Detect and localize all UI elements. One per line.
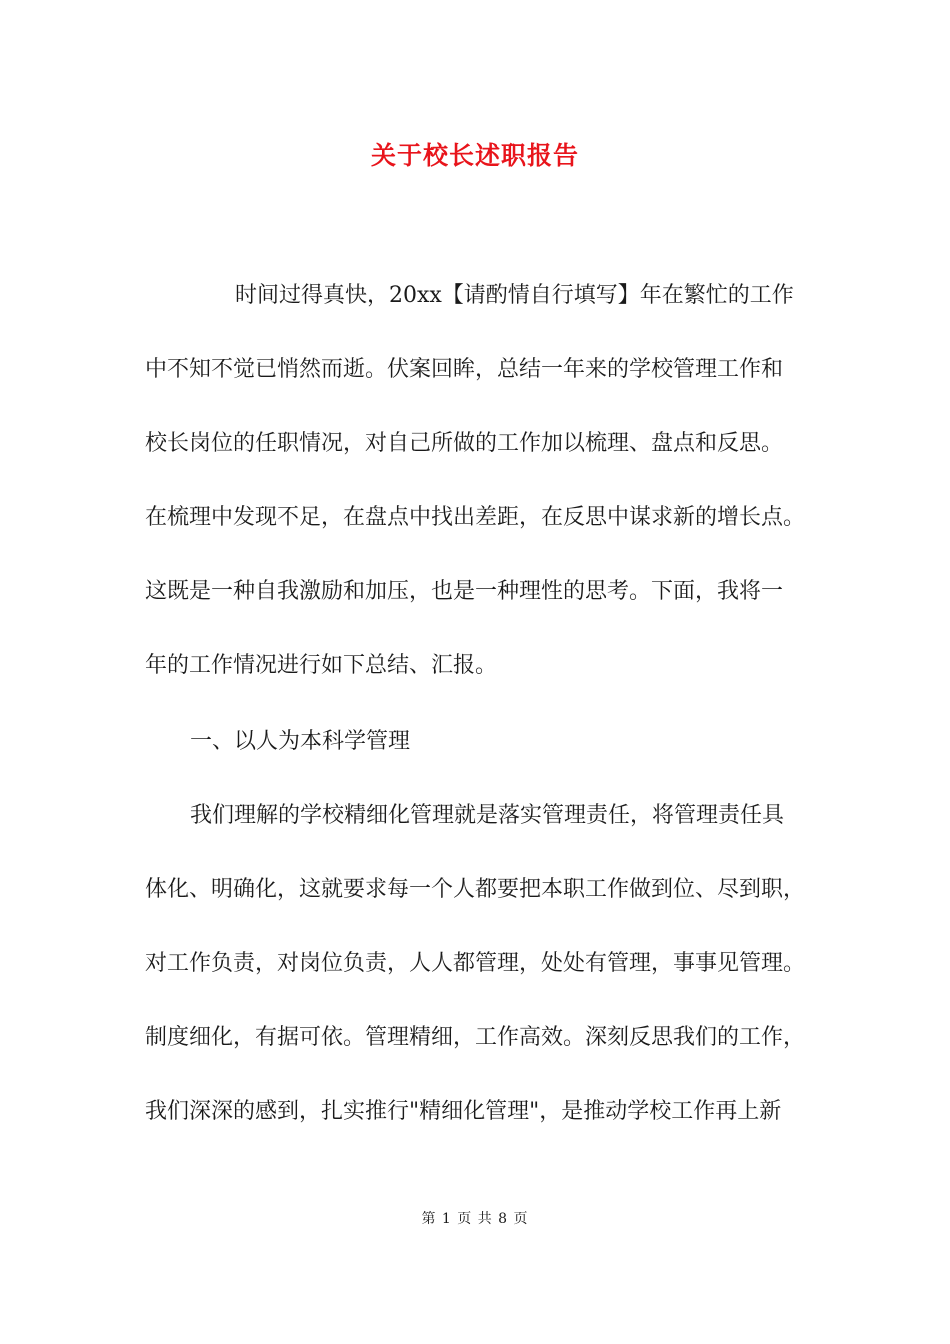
section-heading: 一、以人为本科学管理 — [190, 729, 411, 754]
document-title: 关于校长述职报告 — [370, 141, 579, 170]
paragraph-line-9: 对工作负责，对岗位负责，人人都管理，处处有管理，事事见管理。 — [145, 951, 806, 976]
paragraph-line-6: 年的工作情况进行如下总结、汇报。 — [145, 653, 498, 678]
paragraph-line-3: 校长岗位的任职情况，对自己所做的工作加以梳理、盘点和反思。 — [145, 431, 784, 456]
paragraph-line-10: 制度细化，有据可依。管理精细，工作高效。深刻反思我们的工作， — [145, 1025, 806, 1050]
paragraph-line-5: 这既是一种自我激励和加压，也是一种理性的思考。下面，我将一 — [145, 579, 784, 604]
paragraph-line-1: 时间过得真快，20xx【请酌情自行填写】年在繁忙的工作 — [235, 283, 794, 308]
paragraph-line-7: 我们理解的学校精细化管理就是落实管理责任，将管理责任具 — [190, 803, 785, 828]
page-number-footer: 第 1 页 共 8 页 — [421, 1211, 529, 1227]
paragraph-line-8: 体化、明确化，这就要求每一个人都要把本职工作做到位、尽到职， — [145, 877, 806, 902]
paragraph-line-2: 中不知不觉已悄然而逝。伏案回眸，总结一年来的学校管理工作和 — [145, 357, 784, 382]
paragraph-line-11: 我们深深的感到，扎实推行"精细化管理"，是推动学校工作再上新 — [145, 1099, 782, 1124]
paragraph-line-4: 在梳理中发现不足，在盘点中找出差距，在反思中谋求新的增长点。 — [145, 505, 806, 530]
